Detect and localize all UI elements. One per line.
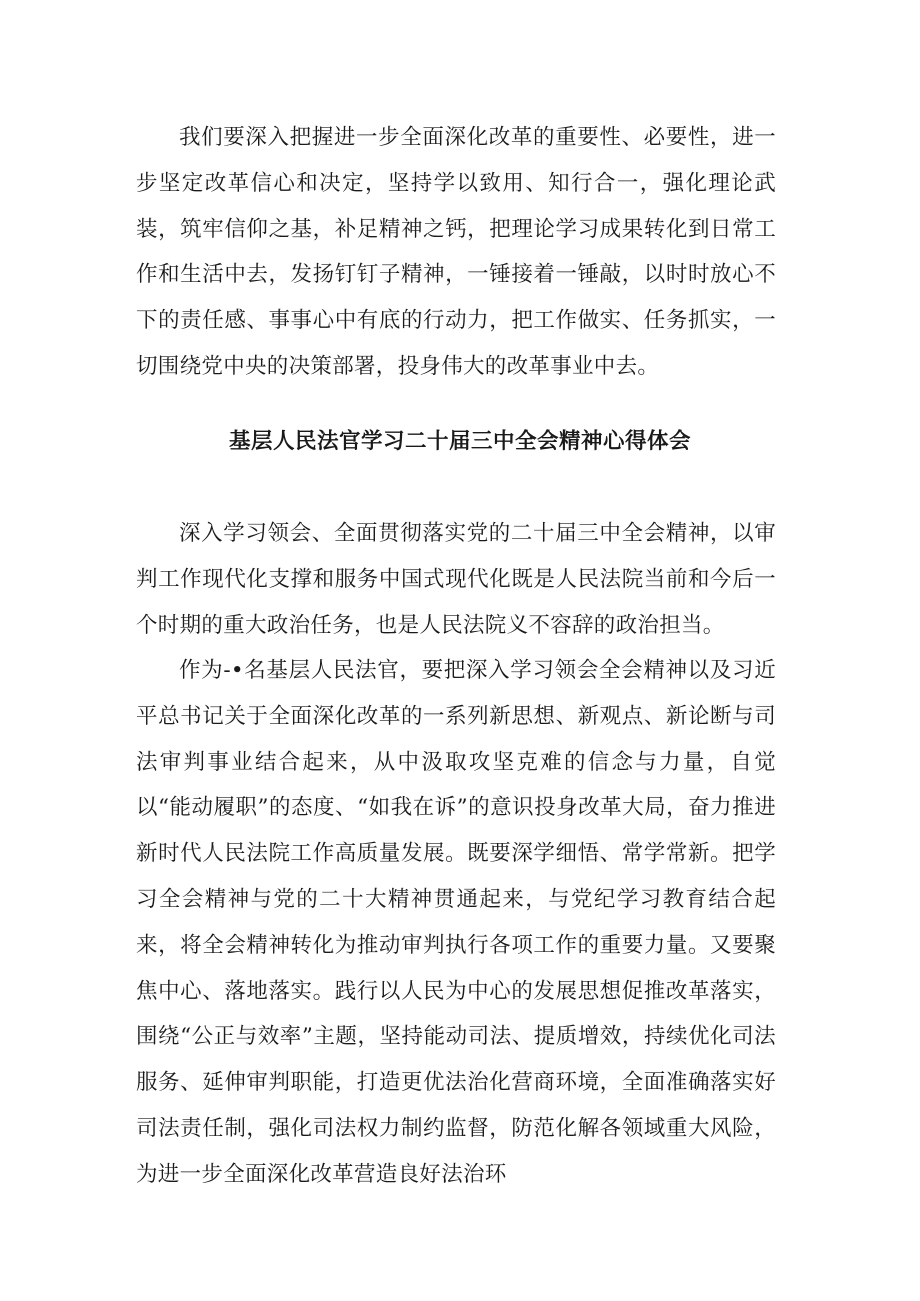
body-paragraph-1: 我们要深入把握进一步全面深化改革的重要性、必要性，进一步坚定改革信心和决定，坚持学以致用、知行合一，强化理论武装，筑牢信仰之基，补足精神之钙，把理论学习成果转化到日常工作和生活中去，发扬钉钉子精神，一锤接着一锤敲，以时时放心不下的责任感、事事心中有底的行动力，把工作做实、任务抓实，一切围绕党中央的决策部署，投身伟大的改革事业中去。 (136, 125, 776, 379)
body-paragraph-3: 作为-•名基层人民法官，要把深入学习领会全会精神以及习近平总书记关于全面深化改革的一系列新思想、新观点、新论断与司法审判事业结合起来，从中汲取攻坚克难的信念与力量，自觉以“能动履职”的态度、“如我在诉”的意识投身改革大局，奋力推进新时代人民法院工作高质量发展。既要深学细悟、常学常新。把学习全会精神与党的二十大精神贯通起来，与党纪学习教育结合起来，将全会精神转化为推动审判执行各项工作的重要力量。又要聚焦中心、落地落实。践行以人民为中心的发展思想促推改革落实，围绕“公正与效率”主题，坚持能动司法、提质增效，持续优化司法服务、延伸审判职能，打造更优法治化营商环境，全面准确落实好司法责任制，强化司法权力制约监督，防范化解各领域重大风险，为进一步全面深化改革营造良好法治环 (136, 658, 776, 1187)
body-paragraph-2: 深入学习领会、全面贯彻落实党的二十届三中全会精神，以审判工作现代化支撑和服务中国式现代化既是人民法院当前和今后一个时期的重大政治任务，也是人民法院义不容辞的政治担当。 (136, 521, 776, 638)
section-title: 基层人民法官学习二十届三中全会精神心得体会 (228, 429, 691, 454)
